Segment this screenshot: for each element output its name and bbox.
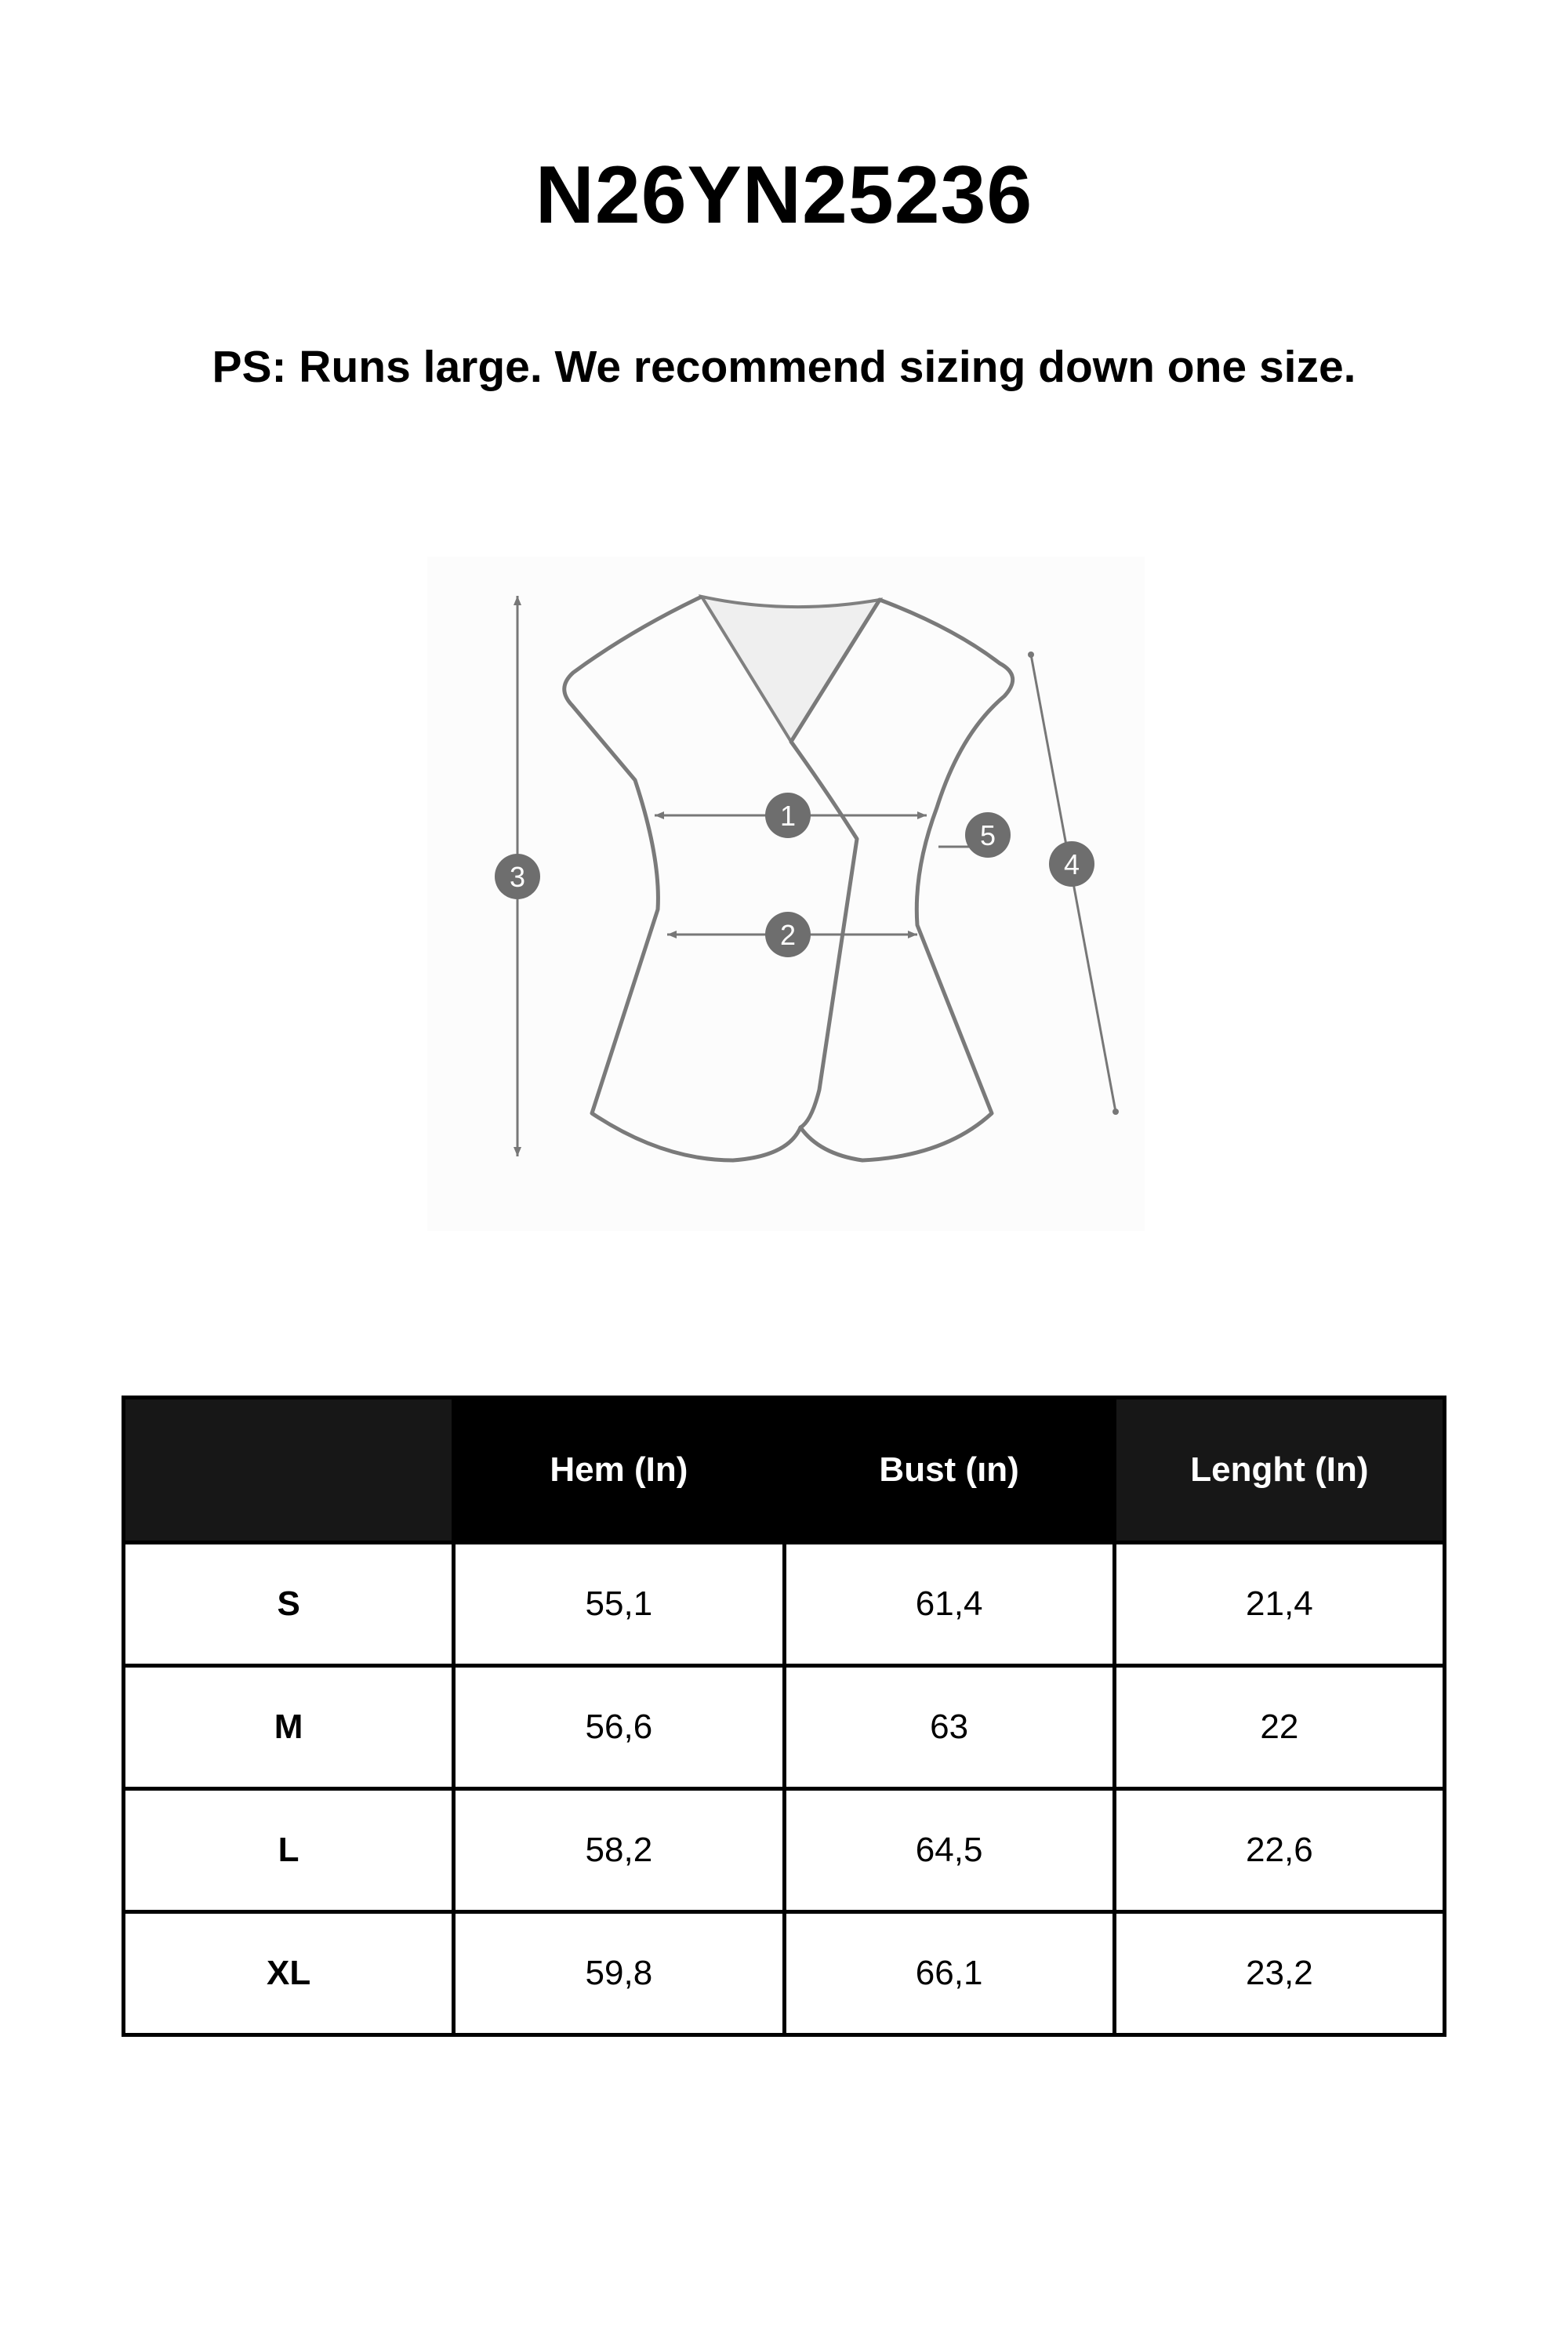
size-label: L: [124, 1789, 454, 1912]
header-size-column: [124, 1398, 454, 1543]
size-label: S: [124, 1543, 454, 1666]
neckline-shape: [702, 597, 880, 742]
svg-text:4: 4: [1063, 848, 1080, 880]
bust-value: 61,4: [784, 1543, 1114, 1666]
arrow-head-icon: [514, 1147, 521, 1156]
bust-value: 64,5: [784, 1789, 1114, 1912]
header-bust: Bust (ın): [784, 1398, 1114, 1543]
marker-3: [495, 854, 540, 899]
length-value: 22,6: [1114, 1789, 1444, 1912]
garment-measurement-diagram: [427, 557, 1145, 1231]
arrow-head-icon: [514, 596, 521, 605]
header-length: Lenght (In): [1114, 1398, 1444, 1543]
size-chart-table: [122, 1396, 1446, 2037]
length-value: 23,2: [1114, 1912, 1444, 2035]
length-value: 21,4: [1114, 1543, 1444, 1666]
line-end-dot: [1028, 652, 1034, 658]
hem-value: 55,1: [454, 1543, 784, 1666]
table-row: [124, 1543, 1445, 1666]
arrow-head-icon: [917, 811, 927, 819]
bust-value: 63: [784, 1666, 1114, 1789]
marker-5: [965, 812, 1011, 858]
marker-2: [765, 912, 811, 957]
arrow-head-icon: [655, 811, 664, 819]
table-row: [124, 1912, 1445, 2035]
hem-value: 58,2: [454, 1789, 784, 1912]
marker-4: [1049, 841, 1094, 887]
size-label: M: [124, 1666, 454, 1789]
product-code-title: N26YN25236: [535, 150, 1033, 241]
table-row: [124, 1666, 1445, 1789]
svg-text:2: 2: [779, 919, 797, 951]
hem-value: 59,8: [454, 1912, 784, 2035]
arrow-head-icon: [667, 931, 677, 938]
table-header-row: [124, 1398, 1445, 1543]
svg-text:5: 5: [979, 819, 996, 851]
length-value: 22: [1114, 1666, 1444, 1789]
table-row: [124, 1789, 1445, 1912]
svg-text:3: 3: [509, 861, 526, 893]
sizing-note: PS: Runs large. We recommend sizing down one size.: [212, 342, 1356, 392]
header-hem: Hem (In): [454, 1398, 784, 1543]
hem-value: 56,6: [454, 1666, 784, 1789]
arrow-head-icon: [908, 931, 917, 938]
marker-1: [765, 793, 811, 838]
bust-value: 66,1: [784, 1912, 1114, 2035]
vest-sketch: [427, 557, 1145, 1231]
line-end-dot: [1112, 1109, 1119, 1115]
svg-text:1: 1: [779, 800, 797, 832]
size-label: XL: [124, 1912, 454, 2035]
